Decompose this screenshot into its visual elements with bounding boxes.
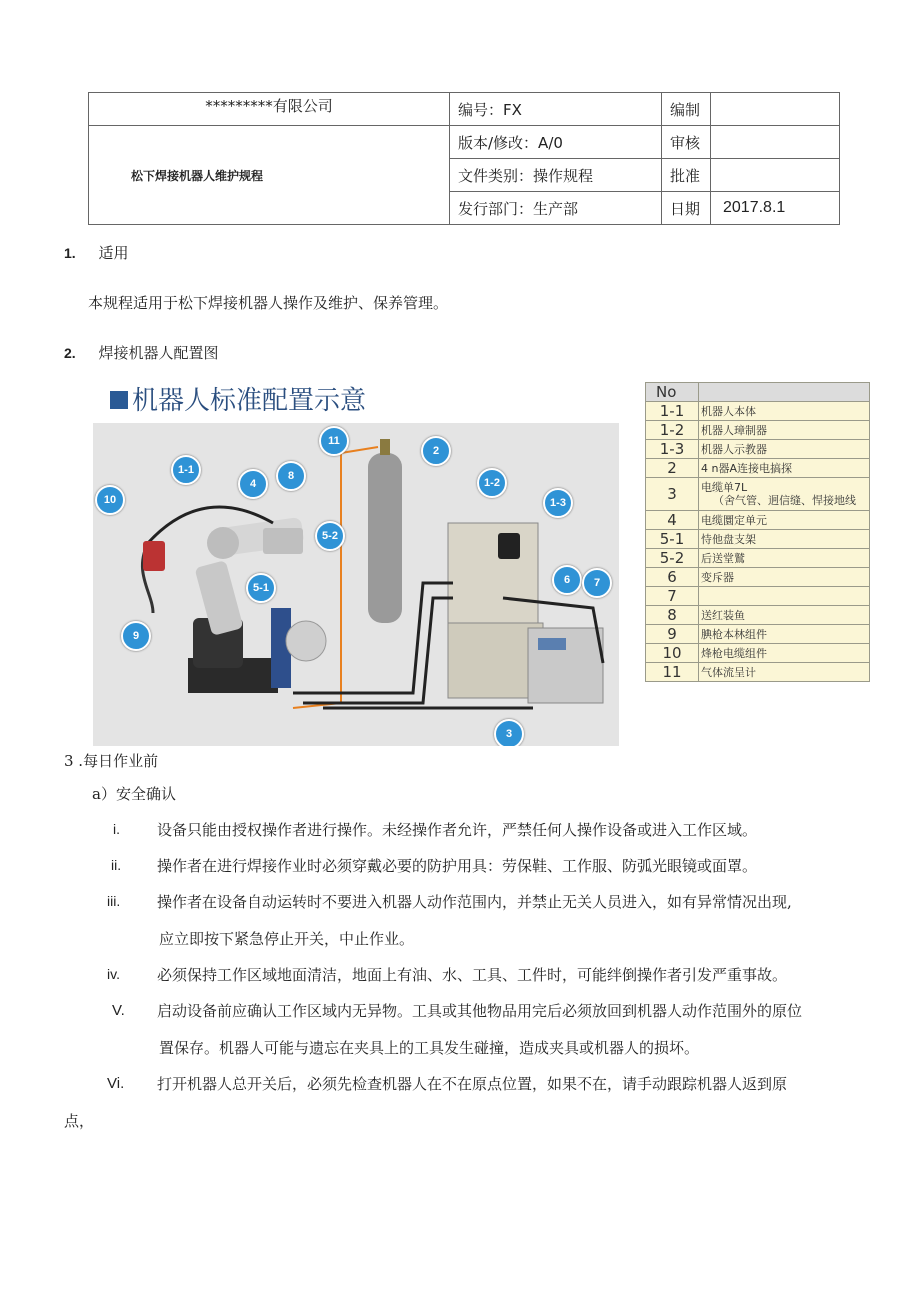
legend-row: 1-1 机器人本体 [646,402,870,421]
list-marker: V. [112,1002,125,1019]
section-1-text: 本规程适用于松下焊接机器人操作及维护、保养管理。 [88,294,449,312]
legend-row: 1-3 机器人示教器 [646,440,870,459]
callout-11: 11 [319,426,349,456]
company-name: *********有限公司 [89,93,450,126]
label-date: 日期 [662,192,711,225]
list-item: 操作者在设备自动运转时不要进入机器人动作范围内，并禁止无关人员进入，如有异常情况出现, [157,893,792,911]
label-review: 审核 [662,126,711,159]
label-prepared: 编制 [662,93,711,126]
legend-row: 11 气体流呈计 [646,663,870,682]
doc-title: 松下焊接机器人维护规程 [89,126,450,225]
callout-5-1: 5-1 [246,573,276,603]
list-marker: Vi. [107,1075,125,1092]
legend-row: 2 4 n器A连接电搞探 [646,459,870,478]
legend-row: 10 烽枪电缆组件 [646,644,870,663]
value-review [711,126,840,159]
legend-row: 5-1 恃他盘支架 [646,530,870,549]
value-date: 2017.8.1 [711,192,840,225]
legend-row: 6 变斥器 [646,568,870,587]
list-marker: iii. [107,893,121,909]
section-2-heading: 2. 焊接机器人配置图 [64,344,219,362]
list-item: 打开机器人总开关后，必须先检查机器人在不在原点位置，如果不在，请手动跟踪机器人返到原 [157,1075,788,1093]
callout-1-3: 1-3 [543,488,573,518]
figure-title: 机器人标准配置示意 [110,380,366,417]
legend-row: 5-2 后送堂鷲 [646,549,870,568]
legend-row: 9 腆枪本林组件 [646,625,870,644]
callout-10: 10 [95,485,125,515]
callout-7: 7 [582,568,612,598]
legend-header-name [699,383,870,402]
list-item: 操作者在进行焊接作业时必须穿戴必要的防护用具：劳保鞋、工作服、防弧光眼镜或面罩。 [157,857,758,875]
callout-2: 2 [421,436,451,466]
section-3a-heading: a）安全确认 [92,785,176,803]
component-legend-table [645,382,870,682]
doc-department: 发行部门：生产部 [450,192,662,225]
callout-1-2: 1-2 [477,468,507,498]
callout-9: 9 [121,621,151,651]
callout-5-2: 5-2 [315,521,345,551]
legend-row: 1-2 机器人璋制器 [646,421,870,440]
value-prepared [711,93,840,126]
doc-number: 编号：FX [450,93,662,126]
value-approve [711,159,840,192]
section-3-heading: 3 .每日作业前 [64,752,159,770]
list-marker: i. [113,821,120,837]
robot-controller [448,523,538,633]
section-1-heading: 1. 适用 [64,244,129,262]
legend-row: 7 [646,587,870,606]
legend-header-no: No [646,383,699,402]
robot-configuration-diagram [93,423,619,746]
list-item: 设备只能由授权操作者进行操作。未经操作者允许，严禁任何人操作设备或进入工作区域。 [157,821,758,839]
list-item-continuation: 置保存。机器人可能与遗忘在夹具上的工具发生碰撞，造成夹具或机器人的损坏。 [159,1039,700,1057]
list-marker: ii. [111,857,122,873]
callout-8: 8 [276,461,306,491]
legend-row: 4 电缆圜定单元 [646,511,870,530]
label-approve: 批准 [662,159,711,192]
legend-row: 3 电缆单7L （舍气管、迥信缝、悍接地线 [646,478,870,511]
doc-version: 版本/修改：A/0 [450,126,662,159]
callout-3: 3 [494,719,524,746]
callout-6: 6 [552,565,582,595]
document-header-table [88,92,840,225]
legend-row: 8 送红装鱼 [646,606,870,625]
callout-4: 4 [238,469,268,499]
list-item: 启动设备前应确认工作区域内无异物。工具或其他物品用完后必须放回到机器人动作范围外的原位 [157,1002,803,1020]
list-item: 必须保持工作区域地面清洁，地面上有油、水、工具、工件时，可能绊倒操作者引发严重事故。 [157,966,788,984]
gas-cylinder [368,453,402,623]
list-marker: iv. [107,966,120,982]
list-item-continuation: 点， [64,1112,95,1130]
doc-category: 文件类别：操作规程 [450,159,662,192]
square-icon [110,391,128,409]
callout-1-1: 1-1 [171,455,201,485]
list-item-continuation: 应立即按下紧急停止开关，中止作业。 [159,930,415,948]
